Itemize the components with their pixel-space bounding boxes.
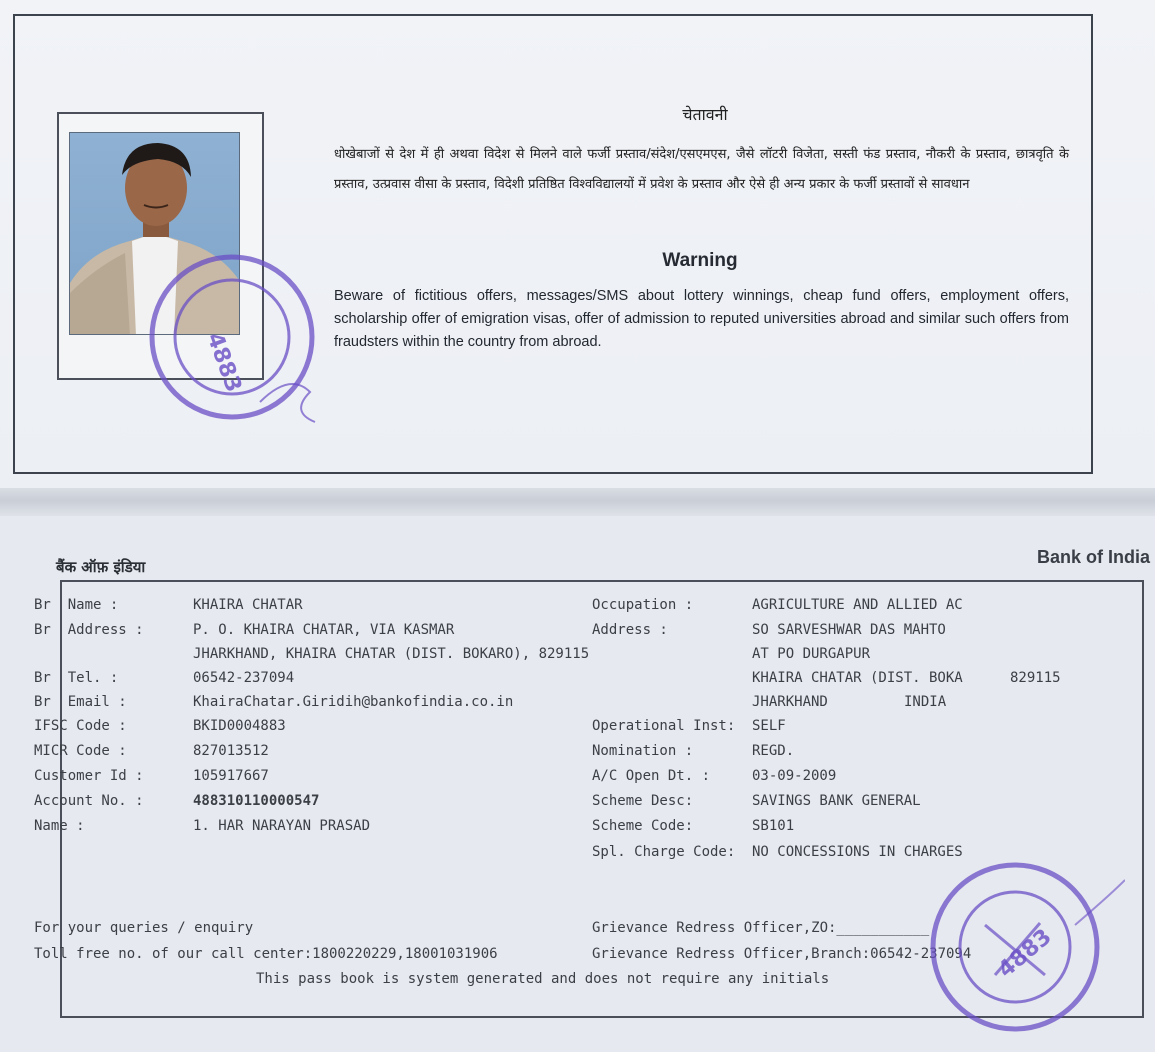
micr-label: MICR Code : xyxy=(34,743,127,759)
customer-address-label: Address : xyxy=(592,622,668,638)
occupation: AGRICULTURE AND ALLIED AC xyxy=(752,597,963,613)
ifsc-code: BKID0004883 xyxy=(193,718,286,734)
grievance-officer-zo: Grievance Redress Officer,ZO:___________ xyxy=(592,920,930,936)
customer-state: JHARKHAND xyxy=(752,694,828,710)
branch-email: KhairaChatar.Giridih@bankofindia.co.in xyxy=(193,694,514,710)
account-open-date-label: A/C Open Dt. : xyxy=(592,768,711,784)
branch-seal-stamp xyxy=(925,855,1125,1035)
grievance-officer-branch: Grievance Redress Officer,Branch:06542-237094 xyxy=(592,946,972,962)
nominee-name-label: Name : xyxy=(34,818,85,834)
warning-text-hindi: धोखेबाजों से देश में ही अथवा विदेश से मिलने वाले फर्जी प्रस्ताव/संदेश/एसएमएस, जैसे लॉटरी विजेता, सस्ती फंड प्रस्ताव, नौकरी के प्रस्ताव, छात्रवृति के प्रस्ताव, उत्प्रवास वीसा के प्रस्ताव, विदेशी प्रतिष्ठित विश्वविद्यालयों में प्रवेश के प्रस्ताव और ऐसे ही अन्य प्रकार के फर्जी प्रस्तावों से सावधान xyxy=(334,147,1069,192)
account-number-label: Account No. : xyxy=(34,793,144,809)
nominee-name: 1. HAR NARAYAN PRASAD xyxy=(193,818,371,834)
micr-code: 827013512 xyxy=(193,743,269,759)
warning-title: Warning xyxy=(662,250,738,271)
customer-address-line-2: AT PO DURGAPUR xyxy=(752,646,871,662)
special-charge-code: NO CONCESSIONS IN CHARGES xyxy=(752,844,963,860)
occupation-label: Occupation : xyxy=(592,597,694,613)
branch-address-line-1: P. O. KHAIRA CHATAR, VIA KASMAR xyxy=(193,622,455,638)
ifsc-label: IFSC Code : xyxy=(34,718,127,734)
special-charge-code-label: Spl. Charge Code: xyxy=(592,844,736,860)
scheme-code-label: Scheme Code: xyxy=(592,818,694,834)
bank-name-hindi: बैंक ऑफ़ इंडिया xyxy=(56,558,146,576)
customer-country: INDIA xyxy=(904,694,947,710)
bank-name: Bank of India xyxy=(1036,547,1150,567)
customer-pin-code: 829115 xyxy=(1010,670,1061,686)
customer-address-line-3: KHAIRA CHATAR (DIST. BOKA xyxy=(752,670,963,686)
warning-title-hindi: चेतावनी xyxy=(682,105,728,124)
branch-address-label: Br Address : xyxy=(34,622,144,638)
customer-address-line-1: SO SARVESHWAR DAS MAHTO xyxy=(752,622,946,638)
branch-name-label: Br Name : xyxy=(34,597,119,613)
scheme-description: SAVINGS BANK GENERAL xyxy=(752,793,921,809)
account-number: 488310110000547 xyxy=(193,793,320,809)
branch-tel: 06542-237094 xyxy=(193,670,295,686)
branch-tel-label: Br Tel. : xyxy=(34,670,119,686)
customer-id-label: Customer Id : xyxy=(34,768,144,784)
queries-note: For your queries / enquiry xyxy=(34,920,254,936)
warning-text: Beware of fictitious offers, messages/SMS about lottery winnings, cheap fund offers, employment offers, scholarship offer of emigration visas, offer of admission to reputed universities abroad and similar such offers from fraudsters within the country from abroad. xyxy=(334,288,1069,350)
scheme-description-label: Scheme Desc: xyxy=(592,793,694,809)
account-open-date: 03-09-2009 xyxy=(752,768,837,784)
svg-text:4883: 4883 xyxy=(201,329,246,396)
operational-instruction-label: Operational Inst: xyxy=(592,718,736,734)
svg-text:4883: 4883 xyxy=(993,924,1057,983)
nomination: REGD. xyxy=(752,743,795,759)
toll-free-numbers: Toll free no. of our call center:1800220229,18001031906 xyxy=(34,946,498,962)
photo-verification-stamp xyxy=(140,252,320,432)
scheme-code: SB101 xyxy=(752,818,795,834)
warning-page xyxy=(0,0,1155,495)
system-generated-note: This pass book is system generated and does not require any initials xyxy=(256,971,830,987)
nomination-label: Nomination : xyxy=(592,743,694,759)
operational-instruction: SELF xyxy=(752,718,786,734)
passbook-fold xyxy=(0,488,1155,516)
customer-id: 105917667 xyxy=(193,768,269,784)
branch-name: KHAIRA CHATAR xyxy=(193,597,303,613)
branch-email-label: Br Email : xyxy=(34,694,127,710)
branch-address-line-2: JHARKHAND, KHAIRA CHATAR (DIST. BOKARO), 829115 xyxy=(193,646,590,662)
